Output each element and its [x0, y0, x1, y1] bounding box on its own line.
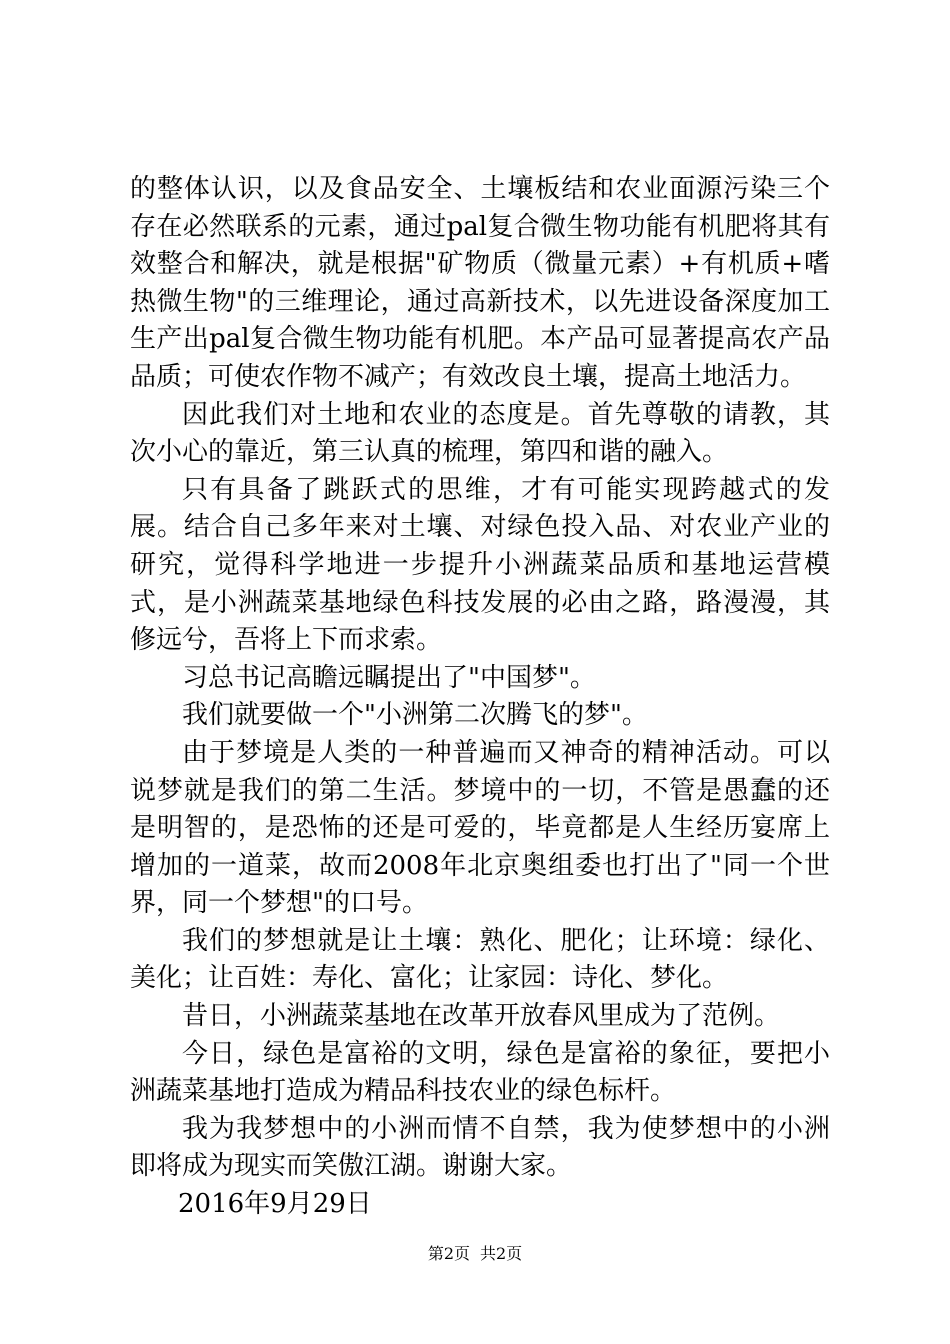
paragraph-2: 因此我们对土地和农业的态度是。首先尊敬的请教，其次小心的靠近，第三认真的梳理，第四和谐的融入。 [130, 399, 830, 468]
paragraph-10: 我为我梦想中的小洲而情不自禁，我为使梦想中的小洲即将成为现实而笑傲江湖。谢谢大家。 [130, 1113, 830, 1182]
paragraph-3: 只有具备了跳跃式的思维，才有可能实现跨越式的发展。结合自己多年来对土壤、对绿色投入品、对农业产业的研究，觉得科学地进一步提升小洲蔬菜品质和基地运营模式，是小洲蔬菜基地绿色科技发展的必由之路，路漫漫，其修远兮，吾将上下而求索。 [130, 474, 830, 656]
document-body [130, 171, 830, 1224]
paragraph-8: 昔日，小洲蔬菜基地在改革开放春风里成为了范例。 [182, 1001, 781, 1032]
paragraph-7: 我们的梦想就是让土壤：熟化、肥化；让环境：绿化、美化；让百姓：寿化、富化；让家园：诗化、梦化。 [130, 925, 830, 994]
page-footer [0, 1244, 950, 1264]
document-date: 2016年9月29日 [178, 1189, 372, 1220]
paragraph-5: 我们就要做一个"小洲第二次腾飞的梦"。 [182, 700, 648, 731]
paragraph-4: 习总书记高瞻远瞩提出了"中国梦"。 [182, 662, 596, 693]
paragraph-1: 的整体认识，以及食品安全、土壤板结和农业面源污染三个存在必然联系的元素，通过pal复合微生物功能有机肥将其有效整合和解决，就是根据"矿物质（微量元素）+有机质+嗜热微生物"的三维理论，通过高新技术，以先进设备深度加工生产出pal复合微生物功能有机肥。本产品可显著提高农产品品质；可使农作物不减产；有效改良土壤，提高土地活力。 [130, 174, 830, 392]
paragraph-6: 由于梦境是人类的一种普遍而又神奇的精神活动。可以说梦就是我们的第二生活。梦境中的一切，不管是愚蠢的还是明智的，是恐怖的还是可爱的，毕竟都是人生经历宴席上增加的一道菜，故而2008年北京奥组委也打出了"同一个世界，同一个梦想"的口号。 [130, 737, 830, 919]
paragraph-9: 今日，绿色是富裕的文明，绿色是富裕的象征，要把小洲蔬菜基地打造成为精品科技农业的绿色标杆。 [130, 1038, 830, 1107]
page-number: 第2页 [427, 1244, 470, 1263]
page-total: 共2页 [480, 1244, 523, 1263]
